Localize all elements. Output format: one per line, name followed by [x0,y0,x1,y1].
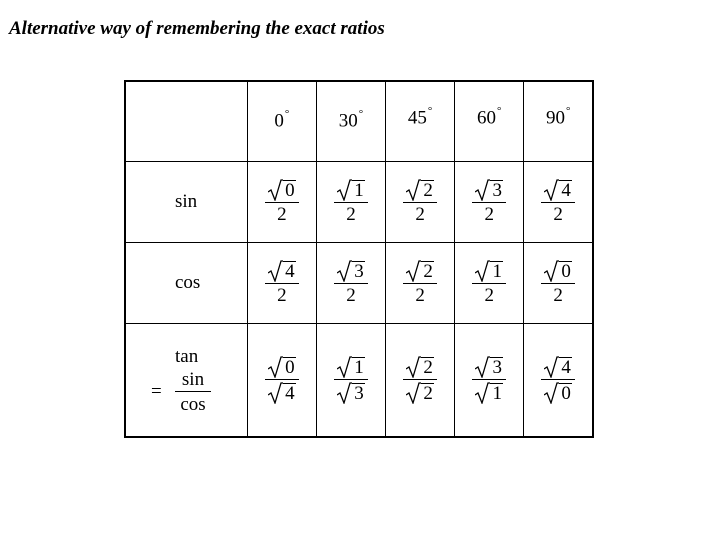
denominator: 2 [553,204,563,225]
square-root [475,356,503,378]
radical-sign-icon [544,179,559,201]
sin-label: sin [175,191,198,212]
radicand: 1 [354,180,364,201]
square-root [406,179,434,201]
radical-sign-icon [475,260,490,282]
radicand: 1 [492,383,502,404]
denominator-group [334,380,368,404]
denominator-group [403,380,437,404]
sin-row [125,162,593,243]
fraction [265,260,299,306]
radical-sign-icon [406,260,421,282]
square-root [268,356,296,378]
numerator [472,179,506,202]
radical-sign-icon [268,260,283,282]
denominator: 2 [415,204,425,225]
angle-value: 90 [545,107,565,129]
denominator-group [472,380,506,404]
square-root [268,260,296,282]
denominator-group [412,203,428,225]
sin-value-cell [247,162,316,243]
fraction [472,179,506,225]
fraction [334,179,368,225]
denominator: 2 [484,285,494,306]
tan-value-cell [455,324,524,438]
cos-value-cell [524,243,593,324]
fraction [265,179,299,225]
radical-sign-icon [475,179,490,201]
equals-sign: = [151,381,162,402]
denominator: 2 [277,285,287,306]
fraction [541,260,575,306]
cos-value-cell [455,243,524,324]
sin-value-cell [524,162,593,243]
radical-sign-icon [337,179,352,201]
radicand: 3 [492,357,502,378]
square-root [337,382,365,404]
fraction [472,260,506,306]
radical-sign-icon [268,382,283,404]
cos-label: cos [175,272,201,293]
page-title: Alternative way of remembering the exact ratios [9,18,385,39]
square-root [337,179,365,201]
square-root [544,356,572,378]
fraction [541,356,575,404]
degree-symbol: ° [565,105,571,118]
radical-sign-icon [268,356,283,378]
fraction [403,179,437,225]
denominator: 2 [277,204,287,225]
exact-ratios-table [124,80,594,438]
fraction [403,356,437,404]
fraction [334,356,368,404]
cos-denominator: cos [180,393,206,415]
numerator [472,356,506,379]
angle-header [247,81,316,162]
tan-label-group [151,345,211,416]
radicand: 0 [285,357,295,378]
radicand: 2 [423,180,433,201]
cos-value-cell [247,243,316,324]
denominator-group [274,284,290,306]
fraction [541,179,575,225]
tan-value-cell [386,324,455,438]
radicand: 0 [561,383,571,404]
numerator [541,356,575,379]
corner-cell [125,81,247,162]
numerator [334,260,368,283]
denominator-group [550,203,566,225]
denominator-group [274,203,290,225]
radicand: 1 [354,357,364,378]
square-root [337,260,365,282]
radicand: 3 [354,383,364,404]
square-root [337,356,365,378]
radicand: 0 [285,180,295,201]
radicand: 2 [423,357,433,378]
radical-sign-icon [406,179,421,201]
denominator: 2 [553,285,563,306]
denominator-group [343,284,359,306]
fraction [403,260,437,306]
square-root [406,382,434,404]
radical-sign-icon [544,382,559,404]
degree-symbol: ° [284,108,290,121]
numerator [403,179,437,202]
denominator-group [412,284,428,306]
numerator [403,356,437,379]
radicand: 4 [561,357,571,378]
radical-sign-icon [268,179,283,201]
cos-row [125,243,593,324]
denominator-group [481,284,497,306]
cos-value-cell [386,243,455,324]
sin-value-cell [386,162,455,243]
denominator-group [343,203,359,225]
angle-value: 30 [338,110,358,132]
square-root [475,382,503,404]
tan-row [125,324,593,438]
numerator [472,260,506,283]
degree-symbol: ° [358,108,364,121]
denominator: 2 [484,204,494,225]
radical-sign-icon [337,382,352,404]
radicand: 3 [492,180,502,201]
tan-value-cell [247,324,316,438]
cos-value-cell [316,243,385,324]
numerator [265,356,299,379]
fraction [265,356,299,404]
radical-sign-icon [544,356,559,378]
radicand: 4 [285,261,295,282]
angle-header [455,81,524,162]
square-root [544,179,572,201]
numerator [541,179,575,202]
angle-header [524,81,593,162]
denominator-group [265,380,299,404]
header-row [125,81,593,162]
fraction [334,260,368,306]
numerator [265,179,299,202]
angle-header [386,81,455,162]
angle-value: 45 [407,107,427,129]
degree-symbol: ° [497,105,502,118]
tan-label-cell [125,324,247,438]
angle-value: 0 [274,110,284,132]
sin-over-cos-fraction [175,369,211,416]
radical-sign-icon [475,382,490,404]
sin-label-cell [125,162,247,243]
angle-header [316,81,385,162]
square-root [475,179,503,201]
denominator: 2 [346,285,356,306]
sin-numerator: sin [181,368,205,390]
radicand: 4 [285,383,295,404]
radicand: 2 [423,383,433,404]
square-root [544,260,572,282]
degree-symbol: ° [427,105,433,118]
radicand: 2 [423,261,433,282]
radicand: 3 [354,261,364,282]
radical-sign-icon [406,356,421,378]
radicand: 4 [561,180,571,201]
radical-sign-icon [544,260,559,282]
cos-label-cell [125,243,247,324]
denominator: 2 [415,285,425,306]
tan-label: tan [175,345,199,367]
tan-value-cell [524,324,593,438]
square-root [544,382,572,404]
square-root [475,260,503,282]
angle-value: 60 [477,107,497,129]
tan-value-cell [316,324,385,438]
denominator-group [541,380,575,404]
square-root [268,382,296,404]
radical-sign-icon [406,382,421,404]
radical-sign-icon [337,260,352,282]
radical-sign-icon [337,356,352,378]
square-root [406,260,434,282]
denominator-group [550,284,566,306]
sin-value-cell [455,162,524,243]
denominator-group [481,203,497,225]
radical-sign-icon [475,356,490,378]
radicand: 0 [561,261,571,282]
numerator [403,260,437,283]
denominator: 2 [346,204,356,225]
sin-value-cell [316,162,385,243]
radicand: 1 [492,261,502,282]
square-root [268,179,296,201]
numerator [541,260,575,283]
numerator [265,260,299,283]
numerator [334,356,368,379]
square-root [406,356,434,378]
numerator [334,179,368,202]
fraction [472,356,506,404]
